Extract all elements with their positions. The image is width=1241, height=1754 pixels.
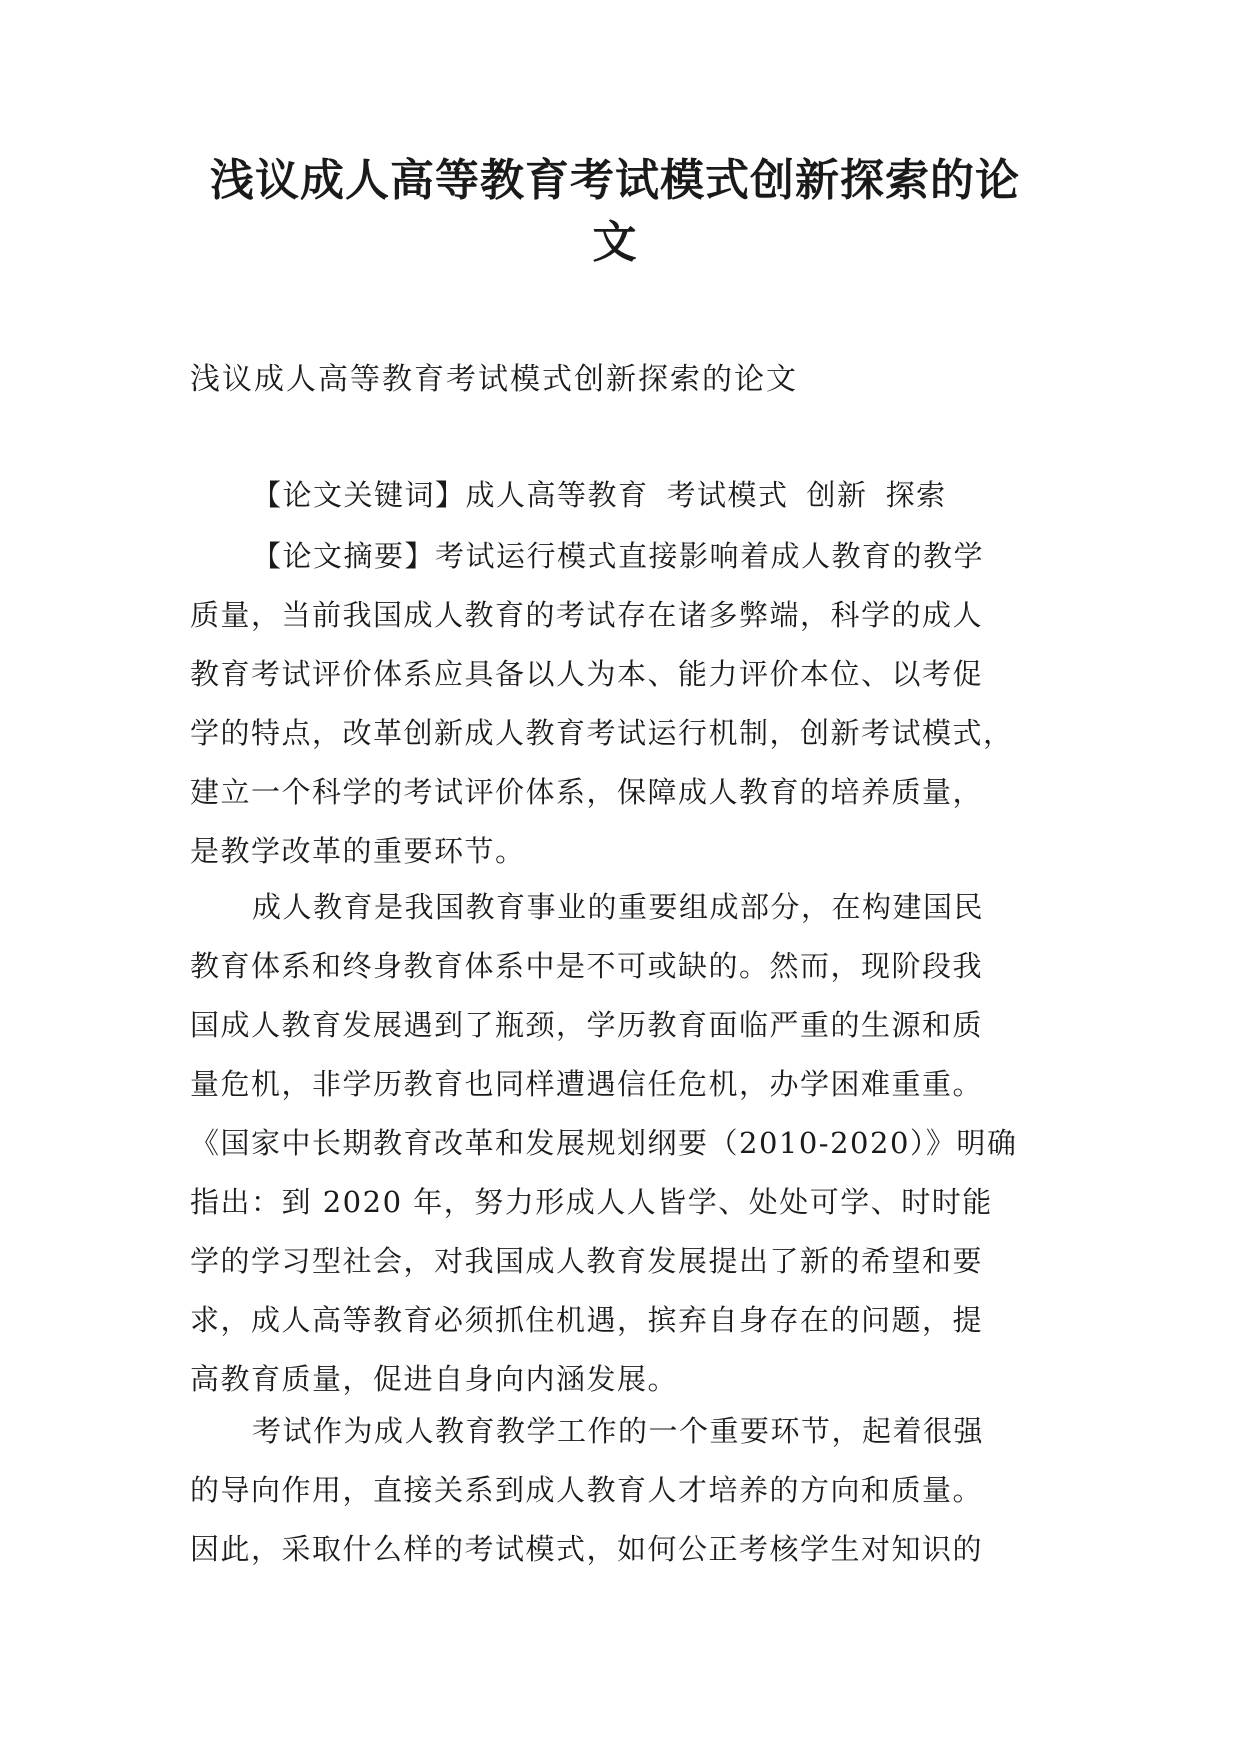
keyword-item: 考试模式 — [666, 478, 789, 512]
abstract-line: 教育考试评价体系应具备以人为本、能力评价本位、以考促 — [190, 657, 984, 691]
abstract-line: 质量，当前我国成人教育的考试存在诸多弊端，科学的成人 — [190, 598, 984, 632]
keyword-item: 创新 — [806, 478, 868, 512]
paragraph-line: 量危机，非学历教育也同样遭遇信任危机，办学困难重重。 — [190, 1067, 984, 1101]
document-subtitle: 浅议成人高等教育考试模式创新探索的论文 — [190, 362, 798, 397]
abstract-line: 是教学改革的重要环节。 — [190, 834, 526, 868]
abstract-line: 学的特点，改革创新成人教育考试运行机制，创新考试模式， — [190, 716, 1014, 750]
abstract-line: 建立一个科学的考试评价体系，保障成人教育的培养质量， — [190, 775, 984, 809]
document-title — [140, 150, 1090, 274]
abstract-paragraph — [190, 468, 1070, 881]
paragraph-line: 教育体系和终身教育体系中是不可或缺的。然而，现阶段我 — [190, 949, 984, 983]
paragraph-line: 高教育质量，促进自身向内涵发展。 — [190, 1362, 679, 1396]
paragraph-line: 指出：到 2020 年，努力形成人人皆学、处处可学、时时能 — [190, 1185, 993, 1219]
paragraph-line: 成人教育是我国教育事业的重要组成部分，在构建国民 — [252, 890, 985, 924]
keywords-label: 【论文关键词】 — [252, 478, 466, 512]
paragraph-line: 《国家中长期教育改革和发展规划纲要（2010-2020）》明确 — [190, 1126, 1018, 1160]
paragraph-line: 因此，采取什么样的考试模式，如何公正考核学生对知识的 — [190, 1532, 984, 1566]
title-line-2: 文 — [592, 217, 638, 268]
keyword-item: 探索 — [885, 478, 947, 512]
keyword-item: 成人高等教育 — [465, 478, 649, 512]
paragraph-line: 国成人教育发展遇到了瓶颈，学历教育面临严重的生源和质 — [190, 1008, 984, 1042]
paragraph-line: 求，成人高等教育必须抓住机遇，摈弃自身存在的问题，提 — [190, 1303, 984, 1337]
paragraph-line: 的导向作用，直接关系到成人教育人才培养的方向和质量。 — [190, 1473, 984, 1507]
abstract-line: 【论文摘要】考试运行模式直接影响着成人教育的教学 — [252, 539, 985, 573]
body-paragraph-1 — [190, 878, 1070, 1409]
title-line-1: 浅议成人高等教育考试模式创新探索的论 — [210, 155, 1020, 206]
paragraph-line: 学的学习型社会，对我国成人教育发展提出了新的希望和要 — [190, 1244, 984, 1278]
paragraph-line: 考试作为成人教育教学工作的一个重要环节，起着很强 — [252, 1414, 985, 1448]
body-paragraph-2 — [190, 1402, 1070, 1579]
